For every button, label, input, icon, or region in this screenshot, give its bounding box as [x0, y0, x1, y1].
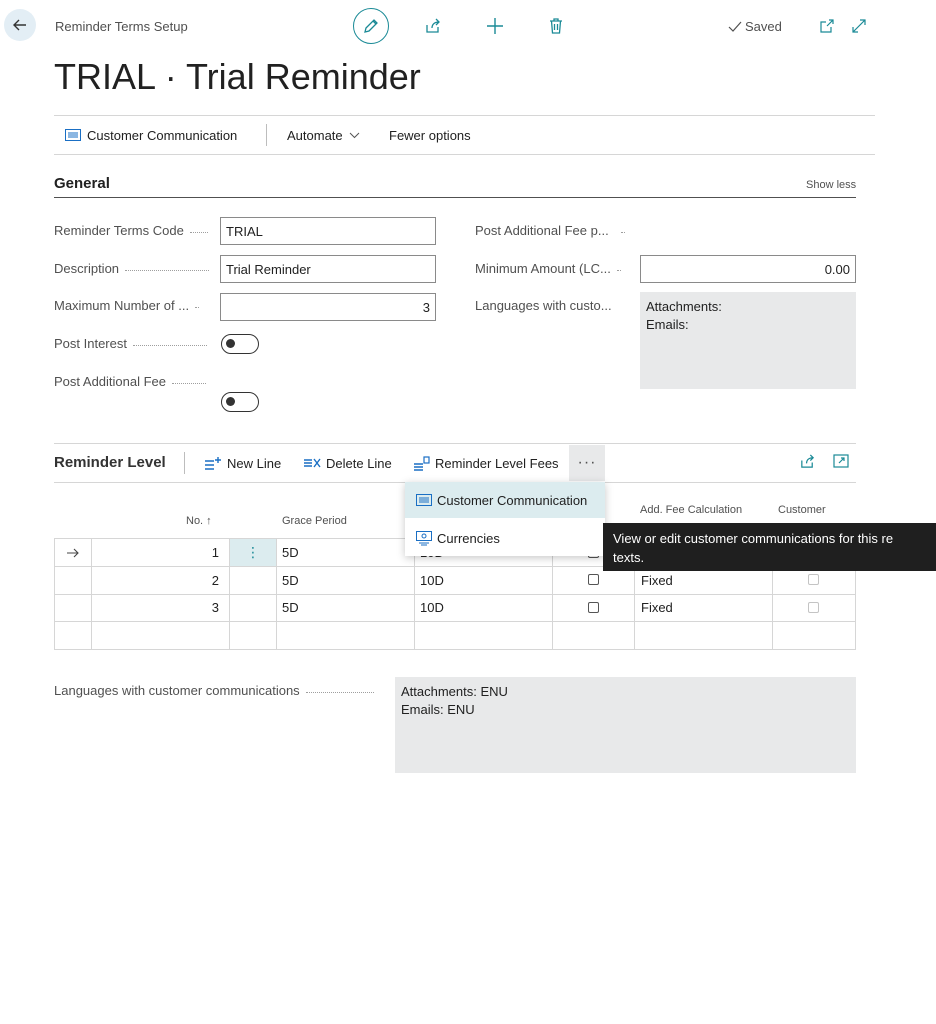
description-label-text: Description: [54, 261, 120, 276]
menu-item-currencies[interactable]: [405, 520, 605, 556]
tooltip-line-1: View or edit customer communications for this re: [613, 531, 894, 546]
edit-button[interactable]: [353, 8, 389, 44]
back-button[interactable]: [4, 9, 36, 41]
emails-languages: Emails: ENU: [401, 702, 475, 717]
col-header-grace-period[interactable]: Grace Period: [282, 515, 347, 527]
col-header-no[interactable]: No. ↑: [186, 515, 212, 527]
leader-dots: [172, 383, 206, 384]
breadcrumb[interactable]: Reminder Terms Setup: [55, 19, 188, 34]
languages-attachments: Attachments:: [646, 299, 722, 314]
customer-checkbox: [808, 602, 819, 613]
leader-dots: [617, 270, 621, 271]
cell-add-fee-calculation[interactable]: Fixed: [641, 600, 673, 615]
reminder-level-title[interactable]: Reminder Level: [54, 454, 166, 471]
subpage-share-button[interactable]: [797, 451, 817, 471]
page-title: TRIAL · Trial Reminder: [54, 56, 421, 97]
action-separator: [266, 124, 267, 146]
automate-label: Automate: [287, 127, 343, 143]
subpage-separator: [184, 452, 185, 474]
post-additional-fee-label: [54, 374, 206, 389]
chevron-down-icon: [349, 132, 360, 139]
open-new-window-icon: [819, 18, 835, 34]
plus-icon: [486, 17, 504, 35]
list-icon: [65, 129, 81, 141]
check-icon: [728, 21, 742, 33]
leader-dots: [195, 307, 199, 308]
description-field[interactable]: Trial Reminder: [220, 255, 436, 283]
delete-button[interactable]: [546, 16, 566, 36]
saved-label: Saved: [745, 19, 782, 34]
grid-line: [276, 538, 277, 650]
current-row-arrow-icon: [66, 548, 80, 558]
max-reminders-label-text: Maximum Number of ...: [54, 298, 190, 313]
expand-icon: [851, 18, 867, 34]
expand-button[interactable]: [849, 16, 869, 36]
minimum-amount-label-text: Minimum Amount (LC...: [475, 261, 611, 276]
trash-icon: [548, 17, 564, 35]
pencil-icon: [362, 17, 380, 35]
action-bar: [54, 115, 875, 155]
share-icon: [799, 453, 816, 470]
share-icon: [424, 17, 442, 35]
customer-checkbox: [808, 574, 819, 585]
max-reminders-label: [54, 298, 199, 313]
subpage-top-rule: [54, 443, 856, 444]
menu-item-label: Customer Communication: [437, 492, 588, 508]
customer-communications-languages-label-text: Languages with customer communications: [54, 683, 300, 698]
leader-dots: [133, 345, 207, 346]
leader-dots: [190, 232, 208, 233]
reminder-terms-code-label: [54, 223, 208, 238]
share-button[interactable]: [423, 16, 443, 36]
level-fees-icon: [413, 456, 430, 471]
cell-no[interactable]: 3: [211, 600, 219, 615]
delete-line-label: Delete Line: [326, 455, 392, 471]
max-reminders-field[interactable]: 3: [220, 293, 436, 321]
reminder-level-fees-button[interactable]: [413, 450, 559, 476]
description-label: [54, 261, 209, 276]
customer-communications-languages-box: [395, 677, 856, 773]
fewer-options-label: Fewer options: [389, 127, 471, 143]
automate-menu[interactable]: [287, 116, 360, 154]
toggle-knob: [226, 397, 235, 406]
grid-line: [54, 649, 856, 650]
show-less-link[interactable]: Show less: [806, 179, 857, 191]
row-actions-button[interactable]: ⋮: [230, 539, 276, 566]
cell-no[interactable]: 2: [211, 573, 219, 588]
menu-item-label: Currencies: [437, 530, 500, 546]
cell-no[interactable]: 1: [211, 545, 219, 560]
post-additional-fee-label-text: Post Additional Fee: [54, 374, 167, 389]
section-divider: [54, 197, 856, 198]
grid-line: [54, 621, 856, 622]
saved-status: [728, 19, 782, 34]
cell-due-date-calc[interactable]: 10D: [420, 600, 444, 615]
post-interest-toggle[interactable]: [221, 334, 259, 354]
open-new-window-button[interactable]: [817, 16, 837, 36]
row-checkbox[interactable]: [588, 574, 599, 585]
reminder-terms-code-label-text: Reminder Terms Code: [54, 223, 184, 238]
cell-grace-period[interactable]: 5D: [282, 600, 299, 615]
more-options-icon: ···: [577, 454, 597, 471]
post-additional-fee-toggle[interactable]: [221, 392, 259, 412]
post-interest-label-text: Post Interest: [54, 336, 127, 351]
post-interest-label: [54, 336, 207, 351]
focus-mode-icon: [833, 453, 849, 469]
col-header-add-fee-calculation[interactable]: Add. Fee Calculation: [640, 504, 743, 516]
tooltip-line-2: texts.: [613, 550, 645, 565]
reminder-terms-code-field[interactable]: TRIAL: [220, 217, 436, 245]
new-button[interactable]: [485, 16, 505, 36]
more-options-button[interactable]: [569, 445, 605, 481]
languages-emails: Emails:: [646, 317, 689, 332]
cell-add-fee-calculation[interactable]: Fixed: [641, 573, 673, 588]
tooltip: [603, 523, 936, 571]
delete-line-icon: [303, 456, 321, 470]
languages-label-text: Languages with custo...: [475, 298, 612, 313]
row-actions-menu: [405, 482, 605, 556]
row-checkbox[interactable]: [588, 602, 599, 613]
customer-communication-action[interactable]: [65, 116, 237, 154]
cell-grace-period[interactable]: 5D: [282, 573, 299, 588]
col-header-customer[interactable]: Customer: [778, 504, 826, 516]
new-line-icon: [204, 456, 222, 470]
leader-dots: [125, 270, 209, 271]
new-line-label: New Line: [227, 455, 282, 471]
post-add-fee-per-line-label-text: Post Additional Fee p...: [475, 223, 609, 238]
menu-item-customer-communication[interactable]: [405, 482, 605, 518]
list-icon: [416, 494, 432, 506]
cell-due-date-calc[interactable]: 10D: [420, 573, 444, 588]
toggle-knob: [226, 339, 235, 348]
general-section-title[interactable]: General: [54, 175, 110, 192]
subpage-expand-button[interactable]: [831, 451, 851, 471]
post-add-fee-per-line-label: [475, 223, 625, 238]
cell-grace-period[interactable]: 5D: [282, 545, 299, 560]
minimum-amount-label: [475, 261, 621, 276]
row-indicator[interactable]: [55, 539, 91, 566]
leader-dots: [621, 232, 625, 233]
back-arrow-icon: [12, 17, 28, 33]
leader-dots: [306, 692, 374, 693]
customer-communication-label: Customer Communication: [87, 127, 238, 143]
currency-icon: [416, 530, 432, 546]
languages-box: [640, 292, 856, 389]
languages-label: [475, 298, 612, 313]
minimum-amount-field[interactable]: 0.00: [640, 255, 856, 283]
new-line-button[interactable]: [204, 450, 281, 476]
customer-communications-languages-label: [54, 683, 374, 698]
delete-line-button[interactable]: [303, 450, 392, 476]
reminder-level-fees-label: Reminder Level Fees: [435, 455, 559, 471]
fewer-options-button[interactable]: [389, 116, 471, 154]
attachments-languages: Attachments: ENU: [401, 684, 508, 699]
